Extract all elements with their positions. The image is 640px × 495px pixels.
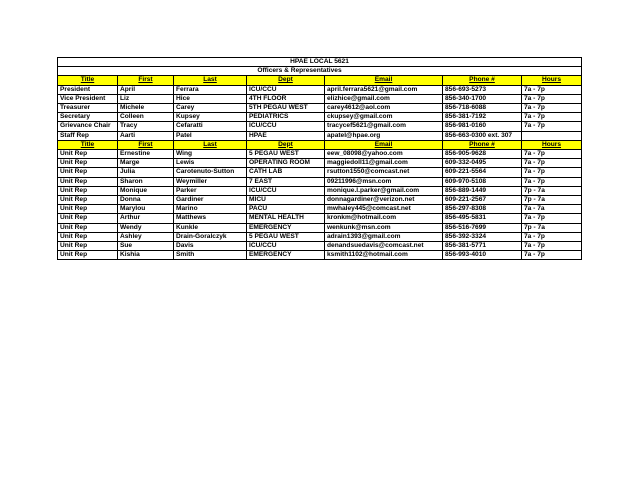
cell-last: Weymiller [174, 177, 247, 186]
cell-phone: 856-889-1449 [443, 186, 522, 195]
header-title: Title [58, 76, 118, 85]
cell-email: denandsuedavis@comcast.net [325, 242, 443, 251]
cell-title: Unit Rep [58, 205, 118, 214]
cell-first: Arthur [118, 214, 174, 223]
cell-email: elizhice@gmail.com [325, 94, 443, 103]
header-dept: Dept [247, 140, 325, 149]
cell-last: Drain-Goralczyk [174, 232, 247, 241]
table-row [58, 94, 582, 103]
table-row [58, 223, 582, 232]
cell-email: monique.l.parker@gmail.com [325, 186, 443, 195]
cell-last: Ferrara [174, 85, 247, 94]
cell-title: Unit Rep [58, 232, 118, 241]
cell-first: Michele [118, 104, 174, 113]
officers-header-row [58, 76, 582, 85]
cell-phone: 609-332-0495 [443, 159, 522, 168]
cell-dept: 4TH FLOOR [247, 94, 325, 103]
cell-email: 09211996@msn.com [325, 177, 443, 186]
cell-phone: 856-693-5273 [443, 85, 522, 94]
cell-email: apatel@hpae.org [325, 131, 443, 140]
cell-dept: ICU/CCU [247, 186, 325, 195]
header-hours: Hours [522, 76, 582, 85]
cell-last: Cefaratti [174, 122, 247, 131]
cell-last: Gardiner [174, 196, 247, 205]
document-title: HPAE LOCAL 5621 [290, 58, 349, 65]
cell-last: Matthews [174, 214, 247, 223]
document-subtitle: Officers & Representatives [257, 67, 342, 75]
cell-first: Monique [118, 186, 174, 195]
cell-dept: CATH LAB [247, 168, 325, 177]
subtitle-row [58, 67, 582, 76]
cell-phone: 609-970-5108 [443, 177, 522, 186]
header-last: Last [174, 140, 247, 149]
cell-dept: 7 EAST [247, 177, 325, 186]
cell-title: Unit Rep [58, 159, 118, 168]
cell-phone: 856-905-9628 [443, 150, 522, 159]
cell-title: Unit Rep [58, 186, 118, 195]
cell-dept: 5TH PEGAU WEST [247, 104, 325, 113]
cell-email: wenkunk@msn.com [325, 223, 443, 232]
cell-email: kronkm@hotmail.com [325, 214, 443, 223]
cell-email: april.ferrara5621@gmail.com [325, 85, 443, 94]
header-title: Title [58, 140, 118, 149]
cell-hours: 7p - 7a [522, 186, 582, 195]
cell-title: Unit Rep [58, 196, 118, 205]
cell-dept: EMERGENCY [247, 251, 325, 260]
cell-phone: 856-981-0160 [443, 122, 522, 131]
table-row [58, 242, 582, 251]
cell-hours: 7a - 7p [522, 94, 582, 103]
header-first: First [118, 76, 174, 85]
table-row [58, 251, 582, 260]
cell-phone: 856-297-8308 [443, 205, 522, 214]
table-row [58, 214, 582, 223]
table-row [58, 150, 582, 159]
cell-first: Julia [118, 168, 174, 177]
cell-phone: 609-221-5564 [443, 168, 522, 177]
header-dept: Dept [247, 76, 325, 85]
cell-first: Wendy [118, 223, 174, 232]
cell-email: tracycef5621@gmail.com [325, 122, 443, 131]
cell-first: Colleen [118, 113, 174, 122]
cell-title: President [58, 85, 118, 94]
cell-dept: HPAE [247, 131, 325, 140]
cell-last: Carey [174, 104, 247, 113]
cell-dept: EMERGENCY [247, 223, 325, 232]
table-row [58, 113, 582, 122]
cell-hours: 7a - 7p [522, 168, 582, 177]
cell-title: Treasurer [58, 104, 118, 113]
cell-hours: 7a - 7p [522, 113, 582, 122]
cell-email: donnagardiner@verizon.net [325, 196, 443, 205]
cell-hours: 7a - 7p [522, 122, 582, 131]
cell-hours: 7a - 7p [522, 251, 582, 260]
title-row [58, 58, 582, 67]
cell-hours: 7a - 7p [522, 232, 582, 241]
cell-first: Marylou [118, 205, 174, 214]
cell-hours: 7a - 7p [522, 85, 582, 94]
cell-last: Parker [174, 186, 247, 195]
cell-hours: 7a - 7p [522, 104, 582, 113]
cell-dept: MENTAL HEALTH [247, 214, 325, 223]
cell-phone: 856-718-6088 [443, 104, 522, 113]
header-first: First [118, 140, 174, 149]
cell-email: maggiedoll11@gmail.com [325, 159, 443, 168]
cell-dept: PACU [247, 205, 325, 214]
cell-last: Davis [174, 242, 247, 251]
cell-title: Unit Rep [58, 242, 118, 251]
cell-last: Carotenuto-Sutton [174, 168, 247, 177]
table-row [58, 104, 582, 113]
cell-title: Secretary [58, 113, 118, 122]
cell-first: Liz [118, 94, 174, 103]
cell-last: Patel [174, 131, 247, 140]
cell-hours: 7a - 7p [522, 159, 582, 168]
cell-email: ksmith1102@hotmail.com [325, 251, 443, 260]
cell-hours: 7a - 7a [522, 205, 582, 214]
table-row [58, 205, 582, 214]
cell-phone: 856-340-1700 [443, 94, 522, 103]
cell-first: Sharon [118, 177, 174, 186]
cell-hours: 7p - 7a [522, 223, 582, 232]
cell-phone: 856-495-5831 [443, 214, 522, 223]
table-row [58, 159, 582, 168]
cell-title: Unit Rep [58, 251, 118, 260]
cell-title: Vice President [58, 94, 118, 103]
cell-first: Aarti [118, 131, 174, 140]
cell-first: Sue [118, 242, 174, 251]
table-row [58, 177, 582, 186]
table-row [58, 122, 582, 131]
cell-first: Marge [118, 159, 174, 168]
cell-phone: 856-381-7192 [443, 113, 522, 122]
cell-phone: 856-993-4010 [443, 251, 522, 260]
header-email: Email [325, 76, 443, 85]
table-row [58, 232, 582, 241]
cell-dept: ICU/CCU [247, 242, 325, 251]
cell-first: April [118, 85, 174, 94]
table-row [58, 186, 582, 195]
cell-last: Smith [174, 251, 247, 260]
cell-last: Lewis [174, 159, 247, 168]
cell-email: eew_08098@yahoo.com [325, 150, 443, 159]
cell-phone: 856-516-7699 [443, 223, 522, 232]
cell-last: Kunkle [174, 223, 247, 232]
header-last: Last [174, 76, 247, 85]
cell-dept: 5 PEGAU WEST [247, 150, 325, 159]
cell-first: Ashley [118, 232, 174, 241]
cell-dept: ICU/CCU [247, 122, 325, 131]
table-row [58, 168, 582, 177]
cell-hours: 7a - 7p [522, 177, 582, 186]
header-phone: Phone # [443, 140, 522, 149]
cell-hours: 7a - 7p [522, 150, 582, 159]
cell-email: rsutton1550@comcast.net [325, 168, 443, 177]
cell-title: Unit Rep [58, 168, 118, 177]
header-phone: Phone # [443, 76, 522, 85]
cell-last: Marino [174, 205, 247, 214]
cell-last: Kupsey [174, 113, 247, 122]
cell-email: mwhaley445@comcast.net [325, 205, 443, 214]
cell-email: carey4612@aol.com [325, 104, 443, 113]
cell-dept: PEDIATRICS [247, 113, 325, 122]
cell-title: Unit Rep [58, 150, 118, 159]
cell-phone: 856-392-3324 [443, 232, 522, 241]
cell-first: Donna [118, 196, 174, 205]
table-row [58, 85, 582, 94]
cell-phone: 609-221-2567 [443, 196, 522, 205]
reps-header-row [58, 140, 582, 149]
cell-last: Hice [174, 94, 247, 103]
cell-title: Grievance Chair [58, 122, 118, 131]
cell-title: Unit Rep [58, 223, 118, 232]
cell-dept: 5 PEGAU WEST [247, 232, 325, 241]
cell-email: ckupsey@gmail.com [325, 113, 443, 122]
cell-hours [522, 131, 582, 140]
header-email: Email [325, 140, 443, 149]
cell-email: adrain1393@gmail.com [325, 232, 443, 241]
cell-dept: OPERATING ROOM [247, 159, 325, 168]
cell-title: Unit Rep [58, 177, 118, 186]
officers-table [57, 57, 582, 260]
table-row [58, 131, 582, 140]
cell-hours: 7a - 7p [522, 242, 582, 251]
cell-first: Kishia [118, 251, 174, 260]
cell-first: Ernestine [118, 150, 174, 159]
cell-phone: 856-381-5771 [443, 242, 522, 251]
table-row [58, 196, 582, 205]
cell-phone: 856-663-0300 ext. 307 [443, 131, 522, 140]
cell-title: Staff Rep [58, 131, 118, 140]
cell-hours: 7p - 7a [522, 196, 582, 205]
cell-dept: MICU [247, 196, 325, 205]
cell-title: Unit Rep [58, 214, 118, 223]
cell-last: Wing [174, 150, 247, 159]
cell-hours: 7a - 7p [522, 214, 582, 223]
header-hours: Hours [522, 140, 582, 149]
cell-dept: ICU/CCU [247, 85, 325, 94]
cell-first: Tracy [118, 122, 174, 131]
